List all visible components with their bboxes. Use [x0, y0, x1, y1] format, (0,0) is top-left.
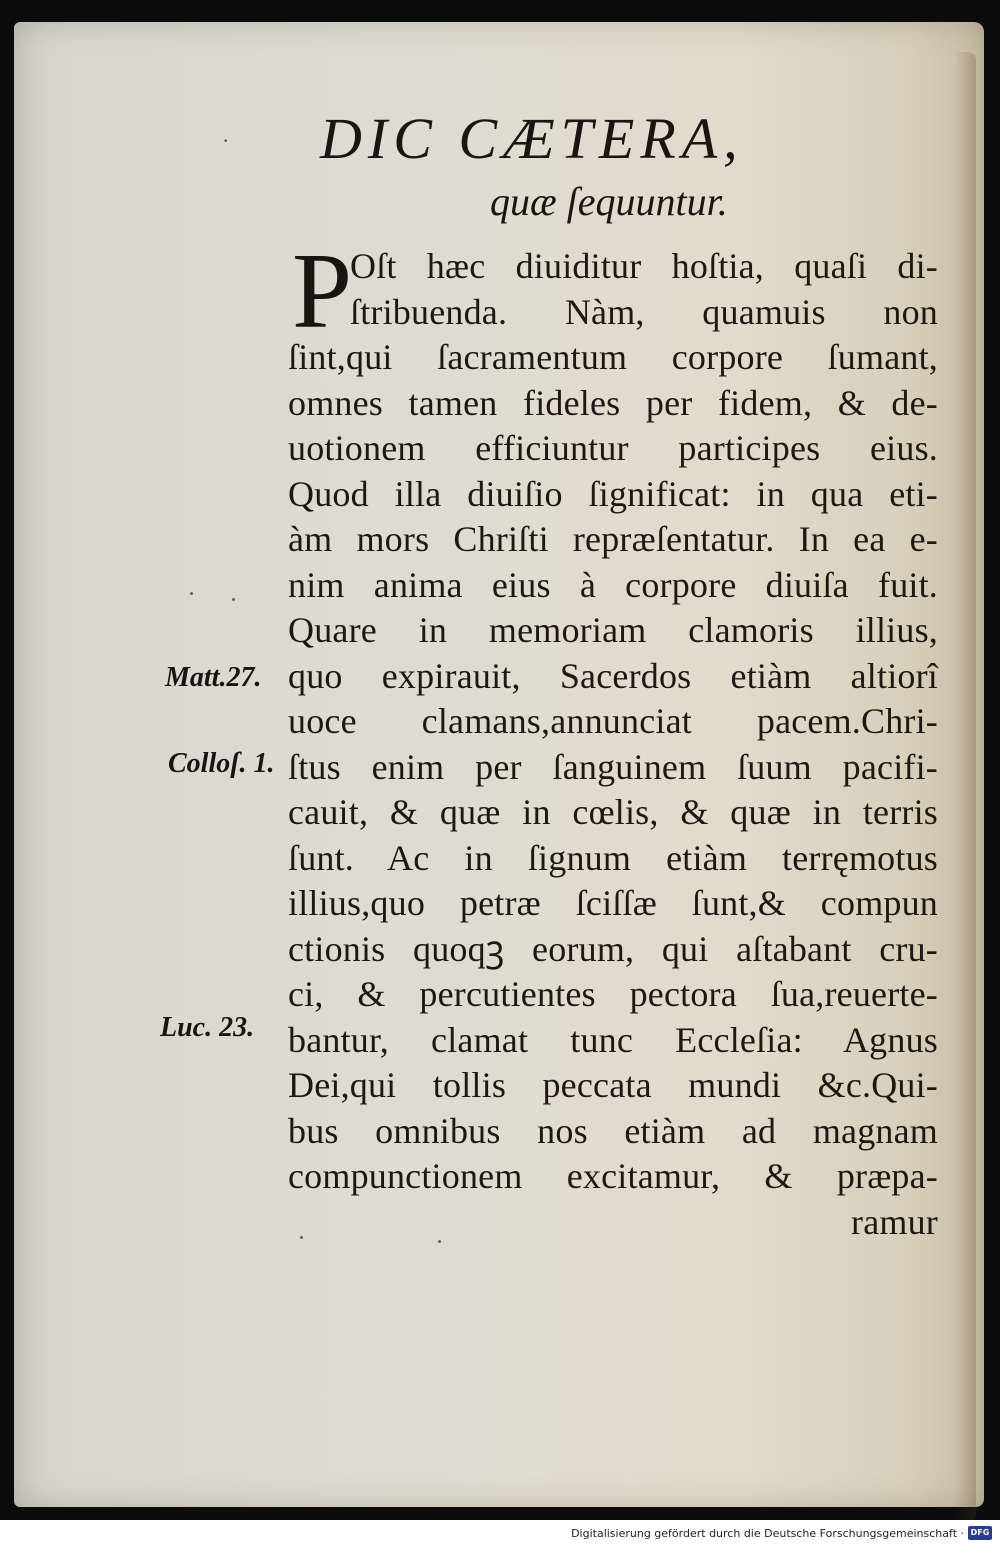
text-line: Quare in memoriam clamoris illius,: [288, 610, 938, 650]
dfg-logo: DFG: [968, 1526, 992, 1540]
text-line: uotionem efficiuntur participes eius.: [288, 428, 938, 468]
paper-speck: [232, 598, 235, 601]
text-line: bantur, clamat tunc Eccleſia: Agnus: [288, 1019, 938, 1060]
text-line: illius,quo petræ ſciſſæ ſunt,& compun: [288, 883, 938, 923]
paper-speck: [190, 592, 193, 595]
head-ornament-mark: ·: [222, 128, 230, 153]
text-line: uoce clamans,annunciat pacem.Chri-: [288, 701, 938, 741]
drop-cap-initial: P: [292, 232, 353, 351]
text-line: àm mors Chriſti repræſentatur. In ea e-: [288, 519, 938, 559]
paper-speck: [300, 1236, 303, 1239]
running-head: DIC CÆTERA,: [320, 106, 744, 171]
text-line: cauit, & quæ in cœlis, & quæ in terris: [288, 792, 938, 832]
text-line: ci, & percutientes pectora ſua,reuerte-: [288, 974, 938, 1014]
main-text-block: [288, 232, 938, 1245]
text-line: Dei,qui tollis peccata mundi &c.Qui-: [288, 1065, 938, 1105]
text-line: ctionis quoqꝫ eorum, qui aſtabant cru-: [288, 928, 938, 969]
text-line: bus omnibus nos etiàm ad magnam: [288, 1110, 938, 1151]
text-line: ſtribuenda. Nàm, quamuis non: [350, 291, 938, 332]
text-line: ſint,qui ſacramentum corpore ſumant,: [288, 337, 938, 377]
margin-note-luke: Luc. 23.: [160, 1012, 255, 1043]
text-line: compunctionem excitamur, & præpa-: [288, 1156, 938, 1196]
margin-note-colossians: Colloſ. 1.: [168, 748, 275, 779]
margin-note-matthew: Matt.27.: [165, 662, 262, 693]
text-line: omnes tamen fideles per fidem, & de-: [288, 382, 938, 423]
catchword: ramur: [851, 1201, 938, 1242]
text-line: nim anima eius à corpore diuiſa fuit.: [288, 564, 938, 605]
paper-speck: [438, 1240, 441, 1243]
text-line: Quod illa diuiſio ſignificat: in qua eti-: [288, 473, 938, 514]
section-subtitle: quæ ſequuntur.: [490, 179, 728, 224]
funding-credit: Digitalisierung gefördert durch die Deutsche Forschungsgemeinschaft ·: [571, 1527, 964, 1540]
text-line: ſunt. Ac in ſignum etiàm terręmotus: [288, 837, 938, 878]
text-line: quo expirauit, Sacerdos etiàm altiorî: [288, 655, 938, 696]
page-edge-shadow: [954, 52, 976, 1522]
text-line: ſtus enim per ſanguinem ſuum pacifi-: [288, 746, 938, 787]
text-line: Oſt hæc diuiditur hoſtia, quaſi di-: [350, 246, 938, 286]
